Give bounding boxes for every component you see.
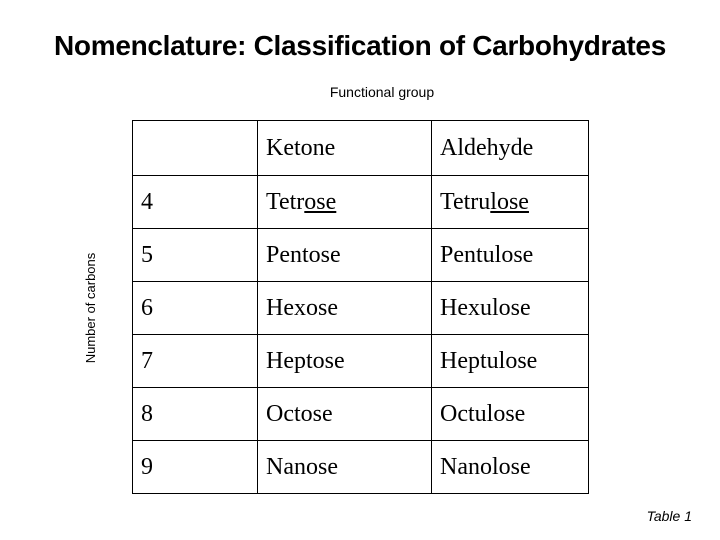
row-group-label: Number of carbons xyxy=(83,252,98,364)
column-group-label: Functional group xyxy=(329,84,435,100)
carbon-count-cell: 6 xyxy=(133,282,258,335)
ketone-name-stem: Hexose xyxy=(266,294,338,321)
table-row xyxy=(133,335,589,388)
aldehyde-name-suffix: lose xyxy=(490,188,529,215)
ketone-name-cell xyxy=(258,282,432,335)
slide-title: Nomenclature: Classification of Carbohydrates xyxy=(54,30,666,61)
aldehyde-name-cell xyxy=(432,335,589,388)
table-row xyxy=(133,229,589,282)
carbohydrate-classification-table xyxy=(132,120,589,494)
carbon-count-cell: 9 xyxy=(133,441,258,494)
ketone-name-cell xyxy=(258,388,432,441)
aldehyde-name-stem: Hexulose xyxy=(440,294,531,321)
aldehyde-name-cell xyxy=(432,441,589,494)
aldehyde-name-cell xyxy=(432,229,589,282)
aldehyde-name-stem: Tetru xyxy=(440,188,491,215)
aldehyde-name-cell xyxy=(432,176,589,229)
table-header-row xyxy=(133,121,589,176)
table-row xyxy=(133,176,589,229)
header-aldehyde: Aldehyde xyxy=(432,121,589,176)
aldehyde-name-cell xyxy=(432,282,589,335)
table-row xyxy=(133,388,589,441)
ketone-name-cell xyxy=(258,176,432,229)
carbon-count-cell: 8 xyxy=(133,388,258,441)
header-ketone: Ketone xyxy=(258,121,432,176)
ketone-name-stem: Pentose xyxy=(266,241,341,268)
ketone-name-cell xyxy=(258,441,432,494)
table-row xyxy=(133,441,589,494)
ketone-name-stem: Nanose xyxy=(266,453,338,480)
carbon-count-cell: 7 xyxy=(133,335,258,388)
table-caption: Table 1 xyxy=(646,508,692,524)
aldehyde-name-stem: Nanolose xyxy=(440,453,531,480)
table-row xyxy=(133,282,589,335)
aldehyde-name-cell xyxy=(432,388,589,441)
ketone-name-cell xyxy=(258,335,432,388)
table-corner-cell xyxy=(133,121,258,176)
aldehyde-name-stem: Octulose xyxy=(440,400,526,427)
ketone-name-cell xyxy=(258,229,432,282)
aldehyde-name-stem: Pentulose xyxy=(440,241,534,268)
carbon-count-cell: 4 xyxy=(133,176,258,229)
ketone-name-stem: Heptose xyxy=(266,347,345,374)
aldehyde-name-stem: Heptulose xyxy=(440,347,538,374)
carbon-count-cell: 5 xyxy=(133,229,258,282)
ketone-name-stem: Tetr xyxy=(266,188,305,215)
ketone-name-stem: Octose xyxy=(266,400,333,427)
ketone-name-suffix: ose xyxy=(304,188,337,215)
